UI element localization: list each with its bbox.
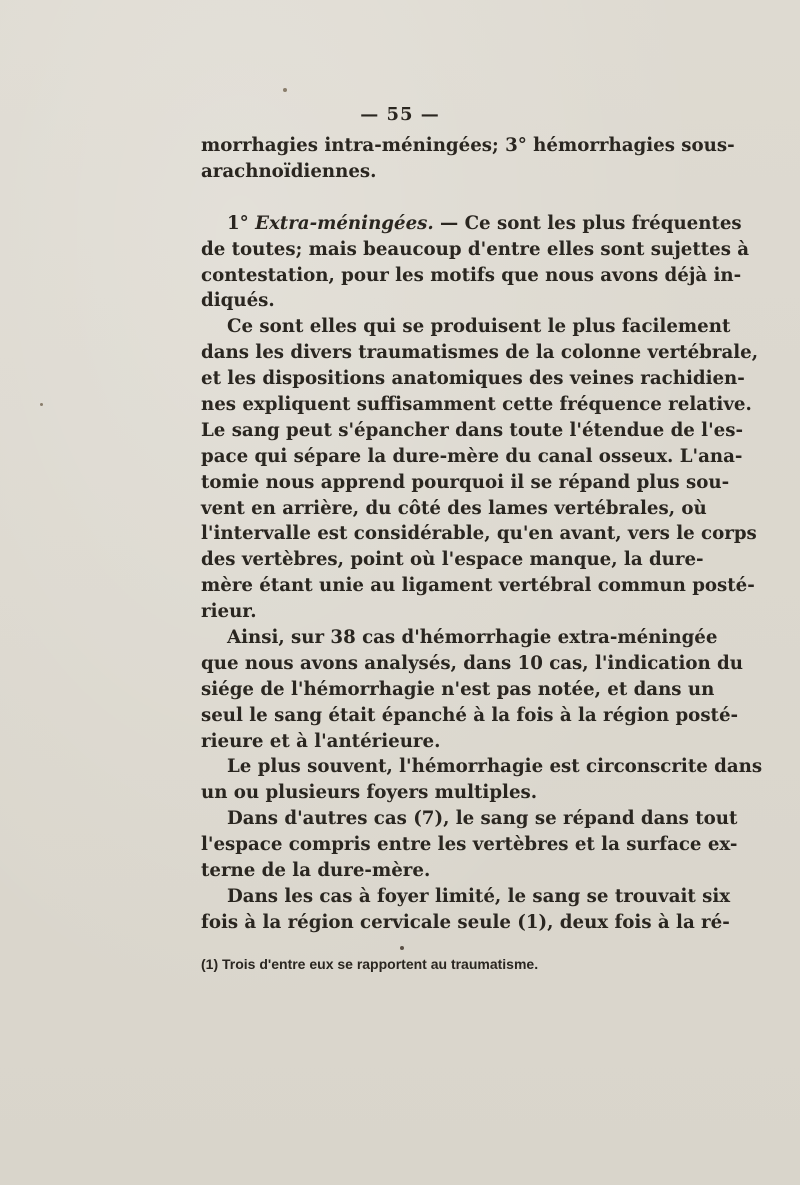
page-number: — 55 — — [360, 104, 440, 125]
section-heading-line — [201, 211, 742, 237]
ink-speck — [40, 403, 43, 406]
text-line: mère étant unie au ligament vertébral commun posté- — [201, 575, 755, 597]
text-line: vent en arrière, du côté des lames vertébrales, où — [201, 497, 707, 519]
footnote: (1) Trois d'entre eux se rapportent au traumatisme. — [201, 956, 539, 972]
text-line: Le plus souvent, l'hémorrhagie est circonscrite dans — [227, 756, 763, 778]
text-line: Le sang peut s'épancher dans toute l'étendue de l'es- — [201, 419, 744, 441]
section-heading-rest: — Ce sont les plus fréquentes — [433, 212, 742, 234]
text-line: tomie nous apprend pourquoi il se répand plus sou- — [201, 471, 730, 493]
text-line: et les dispositions anatomiques des veines rachidien- — [201, 368, 745, 390]
text-line: fois à la région cervicale seule (1), deux fois à la ré- — [201, 911, 730, 933]
text-line: nes expliquent suffisamment cette fréquence relative. — [201, 394, 752, 416]
text-line: pace qui sépare la dure-mère du canal osseux. L'ana- — [201, 445, 743, 467]
text-line: de toutes; mais beaucoup d'entre elles sont sujettes à — [201, 238, 750, 260]
section-title: Extra-méningées. — [255, 212, 434, 234]
text-line: Ainsi, sur 38 cas d'hémorrhagie extra-méningée — [227, 627, 718, 649]
text-line: arachnoïdiennes. — [201, 160, 377, 182]
text-line: Dans les cas à foyer limité, le sang se trouvait six — [227, 885, 731, 907]
body-text — [201, 133, 763, 936]
footnote-separator-mark — [400, 946, 404, 950]
text-line: dans les divers traumatismes de la colonne vertébrale, — [201, 342, 759, 364]
text-line: que nous avons analysés, dans 10 cas, l'indication du — [201, 652, 743, 674]
paragraph-gap — [201, 185, 683, 211]
text-line: contestation, pour les motifs que nous avons déjà in- — [201, 264, 742, 286]
text-line: morrhagies intra-méningées; 3° hémorrhagies sous- — [201, 135, 735, 156]
text-line: terne de la dure-mère. — [201, 860, 431, 882]
text-line: rieur. — [201, 601, 257, 623]
text-line: l'intervalle est considérable, qu'en avant, vers le corps — [201, 523, 757, 545]
text-line: Ce sont elles qui se produisent le plus facilement — [227, 316, 731, 338]
text-line: l'espace compris entre les vertèbres et la surface ex- — [201, 834, 738, 856]
text-line: un ou plusieurs foyers multiples. — [201, 782, 538, 804]
section-number: 1° — [227, 212, 249, 234]
text-line: Dans d'autres cas (7), le sang se répand dans tout — [227, 808, 738, 830]
text-line: des vertèbres, point où l'espace manque, la dure- — [201, 549, 704, 571]
ink-speck — [283, 88, 287, 92]
text-line: siége de l'hémorrhagie n'est pas notée, et dans un — [201, 678, 715, 700]
text-line: seul le sang était épanché à la fois à la région posté- — [201, 704, 739, 726]
text-line: diqués. — [201, 290, 275, 312]
text-line: rieure et à l'antérieure. — [201, 730, 441, 752]
